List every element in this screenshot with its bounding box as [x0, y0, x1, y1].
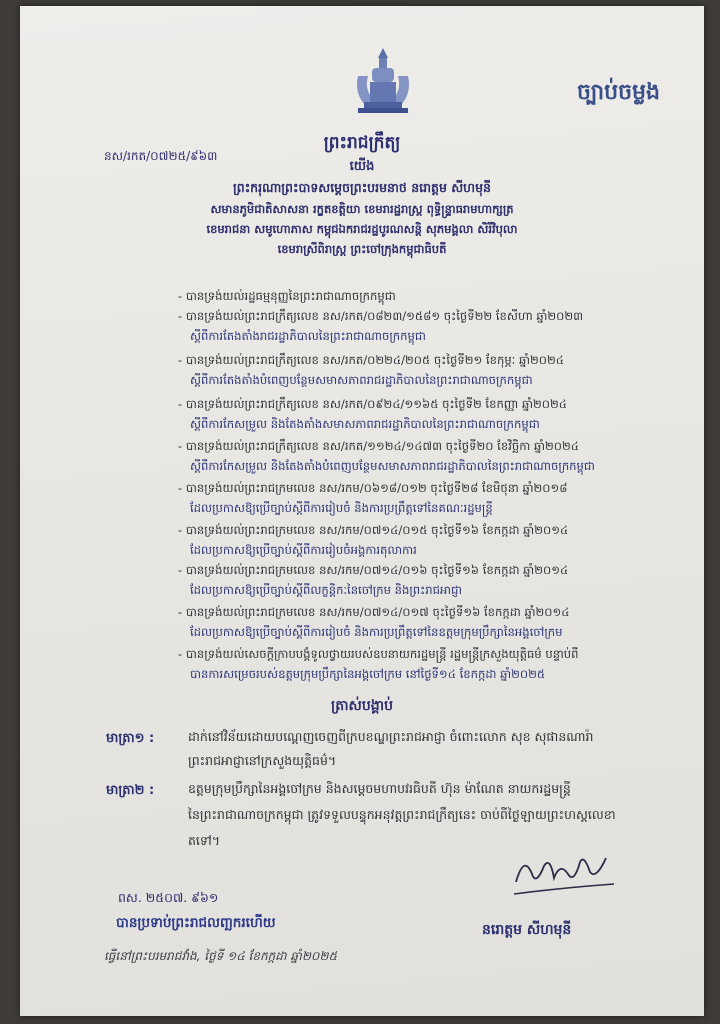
article-1-line: ដាក់នៅវិន័យដោយបណ្ដេញចេញពីក្របខណ្ឌព្រះរាជអាជ្ញា ចំពោះលោក សុខ សុផានណារ៉ា	[188, 729, 594, 744]
consideration-line: - បានទ្រង់យល់ព្រះរាជក្រមលេខ នស/រកម/០៧១៤/០១៧ ចុះថ្ងៃទី១៦ ខែកក្កដា ឆ្នាំ២០១៤	[178, 605, 570, 619]
royal-reference: ពស. ២៥០៧. ៩៦១	[118, 890, 219, 905]
consideration-line: ដែលប្រកាសឱ្យប្រើច្បាប់ស្ដីពីការរៀបចំ និងការប្រព្រឹត្តទៅនៃគណៈរដ្ឋមន្ត្រី	[190, 501, 493, 515]
royal-emblem-icon	[350, 46, 416, 118]
article-1-line: ព្រះរាជអាជ្ញានៅក្រសួងយុត្តិធម៌។	[188, 753, 337, 768]
consideration-line: - បានទ្រង់យល់ព្រះរាជក្រឹត្យលេខ នស/រកត/០៨២៣/១៥៨១ ចុះថ្ងៃទី២២ ខែសីហា ឆ្នាំ២០២៣	[178, 309, 584, 323]
consideration-line: - បានទ្រង់យល់ព្រះរាជក្រមលេខ នស/រកម/០៧១៤/០១៦ ចុះថ្ងៃទី១៦ ខែកក្កដា ឆ្នាំ២០១៤	[178, 563, 569, 577]
king-title-line: សមានភូមិជាតិសាសនា រក្ខតខត្តិយា ខេមរារដ្ឋរាស្ត្រ ពុទ្ធិន្ទ្រាធរាមហាក្សត្រ	[210, 202, 514, 216]
consideration-line: ដែលប្រកាសឱ្យប្រើច្បាប់ស្ដីពីការរៀបចំអង្គការតុលាការ	[190, 543, 417, 557]
consideration-line: ស្ដីពីការតែងតាំងរាជរដ្ឋាភិបាលនៃព្រះរាជាណាចក្រកម្ពុជា	[190, 329, 426, 343]
article-1-label: មាត្រា១ :	[106, 731, 155, 746]
certified-copy-label: ច្បាប់ចម្លង	[576, 80, 660, 105]
we-heading: យើង	[349, 159, 375, 174]
consideration-line: - បានទ្រង់យល់ព្រះរាជក្រឹត្យលេខ នស/រកត/០២២៤/២០៥ ចុះថ្ងៃទី២១ ខែកុម្ភៈ ឆ្នាំ២០២៤	[178, 353, 564, 367]
article-2-label: មាត្រា២ :	[106, 783, 155, 798]
document-number: នស/រកត/០៧២៥/៩៦៣	[104, 149, 218, 163]
place-and-date: ធ្វើនៅព្រះបរមរាជវាំង, ថ្ងៃទី ១៤ ខែកក្កដា ឆ្នាំ២០២៥	[104, 949, 337, 963]
decree-document	[20, 6, 704, 1016]
consideration-line: ស្ដីពីការកែសម្រួល និងតែងតាំងបំពេញបន្ថែមសមាសភាពរាជរដ្ឋាភិបាលនៃព្រះរាជាណាចក្រកម្ពុជា	[190, 459, 595, 473]
king-title-line: ខេមរាជនា សមូហោភាស កម្ពុជឯករាជរដ្ឋបូរណសន្តិ សុភមង្គលា សិរីវិបុលា	[206, 222, 518, 236]
royal-signature	[510, 844, 620, 904]
consideration-line: - បានទ្រង់យល់ព្រះរាជក្រឹត្យលេខ នស/រកត/០៩២៤/១១៦៥ ចុះថ្ងៃទី២ ខែកញ្ញា ឆ្នាំ២០២៤	[178, 397, 567, 411]
signer-name: នរោត្តម សីហមុនី	[482, 922, 572, 938]
consideration-line: បានការសម្រេចរបស់ឧត្តមក្រុមប្រឹក្សានៃអង្គចៅក្រម នៅថ្ងៃទី១៤ ខែកក្កដា ឆ្នាំ២០២៥	[190, 667, 546, 681]
article-2-line: ឧត្តមក្រុមប្រឹក្សានៃអង្គចៅក្រម និងសម្ដេចមហាបវរធិបតី ហ៊ុន ម៉ាណែត នាយករដ្ឋមន្ត្រី	[188, 781, 571, 796]
consideration-line: - បានទ្រង់យល់រដ្ឋធម្មនុញ្ញនៃព្រះរាជាណាចក្រកម្ពុជា	[178, 289, 396, 303]
consideration-line: ដែលប្រកាសឱ្យប្រើច្បាប់ស្ដីពីការរៀបចំ និងការប្រព្រឹត្តទៅនៃឧត្តមក្រុមប្រឹក្សានៃអង្គចៅក្រម	[190, 625, 563, 639]
consideration-line: - បានទ្រង់យល់សេចក្ដីក្រាបបង្គំទូលថ្វាយរបស់ឧបនាយករដ្ឋមន្ត្រី រដ្ឋមន្ត្រីក្រសួងយុត្តិធម៌ បន្ទាប់ពី	[178, 647, 579, 661]
consideration-line: ស្ដីពីការកែសម្រួល និងតែងតាំងសមាសភាពរាជរដ្ឋាភិបាលនៃព្រះរាជាណាចក្រកម្ពុជា	[190, 417, 540, 431]
article-2-line: នៃព្រះរាជាណាចក្រកម្ពុជា ត្រូវទទួលបន្ទុកអនុវត្តព្រះរាជក្រឹត្យនេះ ចាប់ពីថ្ងៃឡាយព្រះហស្តលេខា	[188, 807, 616, 822]
consideration-line: - បានទ្រង់យល់ព្រះរាជក្រឹត្យលេខ នស/រកត/១១២៤/១៤៧៣ ចុះថ្ងៃទី២០ ខែវិច្ឆិកា ឆ្នាំ២០២៤	[178, 439, 579, 453]
king-line: ព្រះករុណាព្រះបាទសម្ដេចព្រះបរមនាថ នរោត្តម សីហមុនី	[233, 180, 491, 195]
consideration-line: - បានទ្រង់យល់ព្រះរាជក្រមលេខ នស/រកម/០៦១៨/០១២ ចុះថ្ងៃទី២៨ ខែមិថុនា ឆ្នាំ២០១៨	[178, 481, 568, 495]
king-title-line: ខេមរាស្រីពិរាស្ត្រ ព្រះចៅក្រុងកម្ពុជាធិបតី	[277, 242, 447, 256]
consideration-line: - បានទ្រង់យល់ព្រះរាជក្រមលេខ នស/រកម/០៧១៤/០១៥ ចុះថ្ងៃទី១៦ ខែកក្កដា ឆ្នាំ២០១៤	[178, 523, 569, 537]
promulgation-stamp: បានប្រទាប់ព្រះរាជលញ្ឆករហើយ	[116, 915, 276, 931]
consideration-line: ស្ដីពីការតែងតាំងបំពេញបន្ថែមសមាសភាពរាជរដ្ឋាភិបាលនៃព្រះរាជាណាចក្រកម្ពុជា	[190, 373, 533, 387]
consideration-line: ដែលប្រកាសឱ្យប្រើច្បាប់ស្ដីពីលក្ខន្តិកៈនៃចៅក្រម និងព្រះរាជអាជ្ញា	[190, 583, 463, 597]
decree-section-title: ត្រាស់បង្គាប់	[331, 698, 393, 714]
document-title: ព្រះរាជក្រឹត្យ	[323, 133, 401, 153]
article-2-line: តទៅ។	[188, 833, 221, 848]
